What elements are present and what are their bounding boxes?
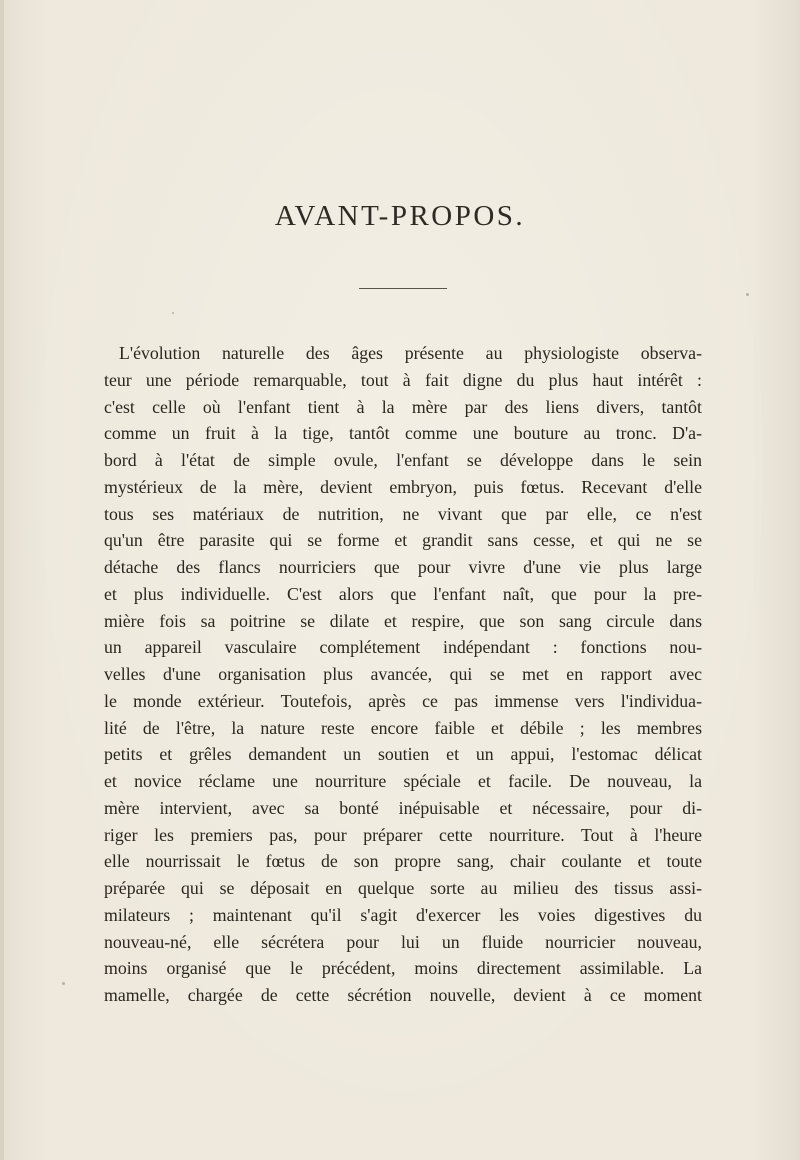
text-line: mystérieux de la mère, devient embryon, puis fœtus. Recevant d'elle bbox=[104, 476, 702, 497]
text-line: moins organisé que le précédent, moins directement assimilable. La bbox=[104, 958, 702, 979]
text-line: nouveau-né, elle sécrétera pour lui un fluide nourricier nouveau, bbox=[104, 931, 702, 952]
paper-speck bbox=[62, 982, 65, 985]
text-line: mère intervient, avec sa bonté inépuisable et nécessaire, pour di- bbox=[104, 797, 702, 818]
text-line: velles d'une organisation plus avancée, qui se met en rapport avec bbox=[104, 664, 702, 684]
text-line: mière fois sa poitrine se dilate et respire, que son sang circule dans bbox=[104, 610, 702, 631]
text-line: lité de l'être, la nature reste encore faible et débile ; les membres bbox=[104, 717, 702, 738]
text-line: riger les premiers pas, pour préparer cette nourriture. Tout à l'heure bbox=[104, 824, 702, 845]
body-paragraph bbox=[104, 340, 702, 1009]
text-line: préparée qui se déposait en quelque sorte au milieu des tissus assi- bbox=[104, 878, 702, 898]
text-line: elle nourrissait le fœtus de son propre sang, chair coulante et toute bbox=[104, 851, 702, 872]
page-title: AVANT-PROPOS. bbox=[274, 200, 526, 232]
text-line: milateurs ; maintenant qu'il s'agit d'exercer les voies digestives du bbox=[104, 904, 702, 925]
text-line: mamelle, chargée de cette sécrétion nouvelle, devient à ce moment bbox=[104, 985, 702, 1005]
text-line: qu'un être parasite qui se forme et grandit sans cesse, et qui ne se bbox=[104, 530, 702, 551]
text-line: tous ses matériaux de nutrition, ne vivant que par elle, ce n'est bbox=[104, 503, 702, 524]
paper-speck bbox=[746, 293, 749, 296]
text-line: et plus individuelle. C'est alors que l'enfant naît, que pour la pre- bbox=[104, 583, 702, 604]
text-line: un appareil vasculaire complétement indépendant : fonctions nou- bbox=[104, 637, 702, 658]
text-line: comme un fruit à la tige, tantôt comme une bouture au tronc. D'a- bbox=[104, 423, 702, 444]
text-line: petits et grêles demandent un soutien et un appui, l'estomac délicat bbox=[104, 744, 702, 765]
text-line: c'est celle où l'enfant tient à la mère par des liens divers, tantôt bbox=[104, 396, 702, 417]
text-line: détache des flancs nourriciers que pour vivre d'une vie plus large bbox=[104, 557, 702, 577]
text-line: le monde extérieur. Toutefois, après ce pas immense vers l'individua- bbox=[104, 690, 702, 711]
text-line: teur une période remarquable, tout à fait digne du plus haut intérêt : bbox=[104, 369, 702, 390]
text-line: et novice réclame une nourriture spéciale et facile. De nouveau, la bbox=[104, 771, 702, 791]
text-line: L'évolution naturelle des âges présente au physiologiste observa- bbox=[119, 343, 702, 363]
text-line: bord à l'état de simple ovule, l'enfant se développe dans le sein bbox=[104, 450, 702, 470]
title-divider bbox=[359, 288, 447, 289]
page-left-edge bbox=[0, 0, 4, 1160]
paper-speck bbox=[172, 312, 174, 314]
